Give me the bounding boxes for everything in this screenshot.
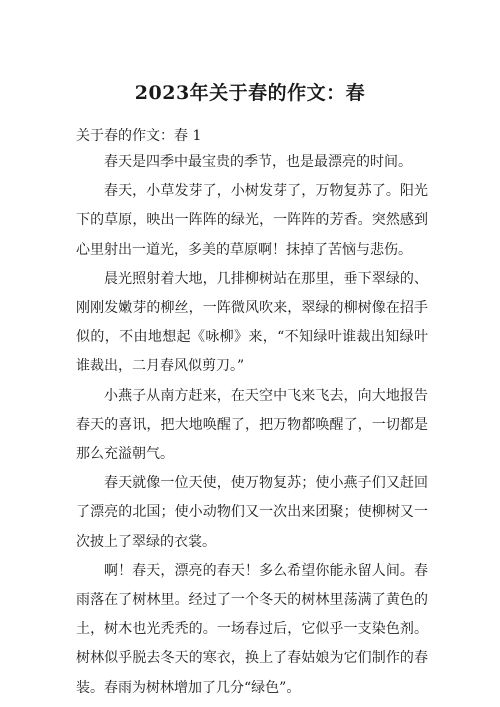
paragraph: 春天就像一位天使，使万物复苏；使小燕子们又赶回了漂亮的北国；使小动物们又一次出来团聚；使柳树又一次披上了翠绿的衣裳。 [76, 475, 428, 550]
paragraph: 春天，小草发芽了，小树发芽了，万物复苏了。阳光下的草原，映出一阵阵的绿光，一阵阵的芳香。突然感到心里射出一道光，多美的草原啊！抹掉了苦恼与悲伤。 [76, 183, 428, 258]
document-subtitle: 关于春的作文：春 1 [76, 128, 202, 144]
document-title: 2023年关于春的作文：春 [134, 82, 366, 104]
document-body [76, 148, 428, 703]
paragraph: 晨光照射着大地，几排柳树站在那里，垂下翠绿的、刚刚发嫩芽的柳丝，一阵微风吹来，翠绿的柳树像在招手似的，不由地想起《咏柳》来，“不知绿叶谁裁出知绿叶谁裁出，二月春风似剪刀。” [76, 270, 428, 375]
paragraph: 啊！春天，漂亮的春天！多么希望你能永留人间。春雨落在了树林里。经过了一个冬天的树林里荡满了黄色的土，树木也光秃秃的。一场春过后，它似乎一支染色剂。树林似乎脱去冬天的寒衣，换上了春姑娘为它们制作的春装。春雨为树林增加了几分“绿色”。 [76, 562, 428, 696]
paragraph: 春天是四季中最宝贵的季节，也是最漂亮的时间。 [104, 154, 412, 170]
paragraph: 小燕子从南方赶来，在天空中飞来飞去，向大地报告春天的喜讯，把大地唤醒了，把万物都唤醒了，一切都是那么充溢朝气。 [76, 387, 428, 463]
